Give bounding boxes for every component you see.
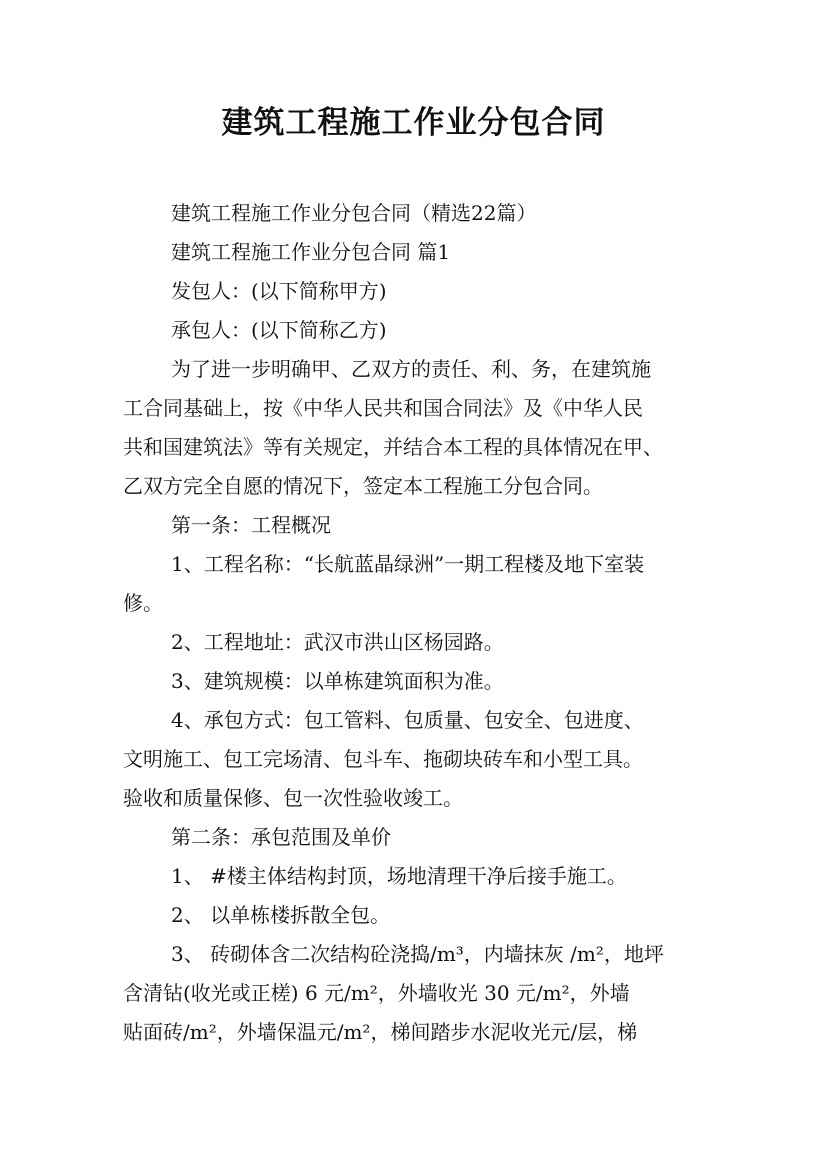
paragraph-line: 发包人：(以下简称甲方) [171, 279, 387, 303]
paragraph-line: 1、工程名称：“长航蓝晶绿洲”一期工程楼及地下室装 [171, 552, 645, 576]
paragraph-line: 乙双方完全自愿的情况下，签定本工程施工分包合同。 [123, 474, 603, 498]
paragraph-line: 4、承包方式：包工管料、包质量、包安全、包进度、 [171, 708, 644, 732]
paragraph-line: 2、 以单栋楼拆散全包。 [171, 903, 391, 927]
paragraph-line: 为了进一步明确甲、乙双方的责任、利、务，在建筑施 [171, 357, 651, 381]
paragraph-line: 承包人：(以下简称乙方) [171, 318, 387, 342]
section-heading: 第一条：工程概况 [171, 513, 331, 537]
paragraph-line: 2、工程地址：武汉市洪山区杨园路。 [171, 630, 504, 654]
paragraph-line: 3、建筑规模：以单栋建筑面积为准。 [171, 669, 504, 693]
paragraph-line: 建筑工程施工作业分包合同 篇1 [171, 240, 451, 264]
paragraph-line: 共和国建筑法》等有关规定，并结合本工程的具体情况在甲、 [123, 435, 663, 459]
paragraph-line: 文明施工、包工完场清、包斗车、拖砌块砖车和小型工具。 [123, 747, 643, 771]
paragraph-line: 贴面砖/m²，外墙保温元/m²，梯间踏步水泥收光元/层，梯 [123, 1020, 638, 1044]
document-title: 建筑工程施工作业分包合同 [221, 105, 606, 141]
paragraph-line: 3、 砖砌体含二次结构砼浇捣/m³，内墙抹灰 /m²，地坪 [171, 942, 664, 966]
paragraph-line: 修。 [123, 591, 163, 615]
paragraph-line: 建筑工程施工作业分包合同（精选22篇） [171, 201, 537, 225]
paragraph-line: 验收和质量保修、包一次性验收竣工。 [123, 786, 463, 810]
document-body [123, 194, 708, 1052]
paragraph-line: 含清钻(收光或正槎) 6 元/m²，外墙收光 30 元/m²，外墙 [123, 981, 630, 1005]
paragraph-line: 工合同基础上，按《中华人民共和国合同法》及《中华人民 [123, 396, 643, 420]
section-heading: 第二条：承包范围及单价 [171, 825, 391, 849]
paragraph-line: 1、 #楼主体结构封顶，场地清理干净后接手施工。 [171, 864, 627, 888]
